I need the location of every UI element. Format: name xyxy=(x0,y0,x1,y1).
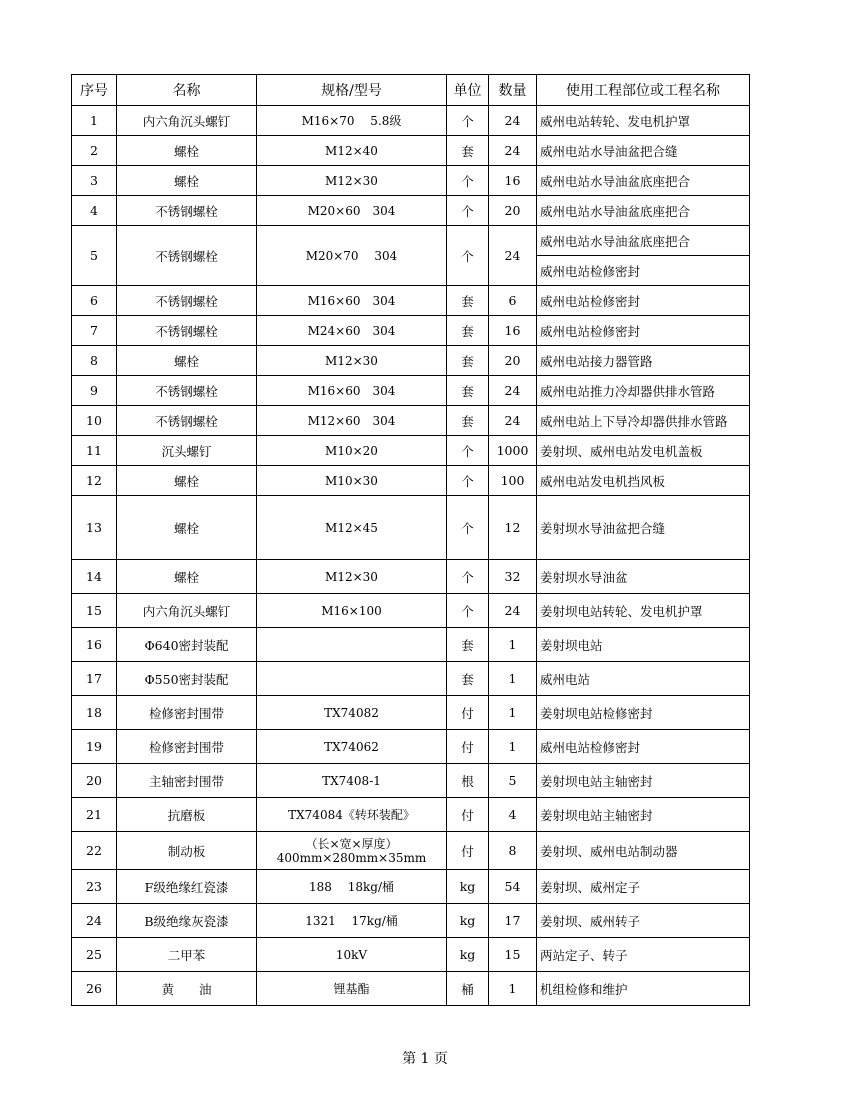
item-unit: 付 xyxy=(447,730,489,764)
item-usage: 威州电站水导油盆底座把合 xyxy=(537,166,750,196)
item-unit: 套 xyxy=(447,286,489,316)
item-name: 螺栓 xyxy=(117,496,257,560)
row-number: 10 xyxy=(72,406,117,436)
item-qty: 16 xyxy=(489,166,537,196)
item-usage: 机组检修和维护 xyxy=(537,972,750,1006)
item-qty: 54 xyxy=(489,870,537,904)
table-row xyxy=(72,496,750,560)
header-row xyxy=(72,75,750,106)
item-qty: 1 xyxy=(489,628,537,662)
item-qty: 1 xyxy=(489,662,537,696)
table-row xyxy=(72,832,750,870)
item-usage: 威州电站 xyxy=(537,662,750,696)
item-qty: 20 xyxy=(489,196,537,226)
item-name: 制动板 xyxy=(117,832,257,870)
row-number: 5 xyxy=(72,226,117,286)
item-qty: 24 xyxy=(489,406,537,436)
item-usage: 威州电站检修密封 xyxy=(537,286,750,316)
item-qty: 24 xyxy=(489,594,537,628)
item-spec: 1321 17kg/桶 xyxy=(257,904,447,938)
item-usage: 姜射坝、威州定子 xyxy=(537,870,750,904)
item-qty: 17 xyxy=(489,904,537,938)
item-spec: M16×100 xyxy=(257,594,447,628)
item-qty: 1 xyxy=(489,972,537,1006)
item-spec: M16×70 5.8级 xyxy=(257,106,447,136)
item-name: 不锈钢螺栓 xyxy=(117,196,257,226)
table-row xyxy=(72,560,750,594)
item-qty: 16 xyxy=(489,316,537,346)
item-spec: M20×60 304 xyxy=(257,196,447,226)
table-row xyxy=(72,764,750,798)
item-usage: 姜射坝电站转轮、发电机护罩 xyxy=(537,594,750,628)
item-unit: kg xyxy=(447,904,489,938)
item-qty: 5 xyxy=(489,764,537,798)
table-row xyxy=(72,376,750,406)
item-unit: 付 xyxy=(447,696,489,730)
row-number: 26 xyxy=(72,972,117,1006)
item-spec: TX74084《转环装配》 xyxy=(257,798,447,832)
header-uses: 使用工程部位或工程名称 xyxy=(537,75,750,106)
table-row xyxy=(72,346,750,376)
table-row xyxy=(72,106,750,136)
item-qty: 24 xyxy=(489,226,537,286)
row-number: 11 xyxy=(72,436,117,466)
header-spec: 规格/型号 xyxy=(257,75,447,106)
item-qty: 32 xyxy=(489,560,537,594)
row-number: 4 xyxy=(72,196,117,226)
item-usage: 姜射坝、威州转子 xyxy=(537,904,750,938)
table-row xyxy=(72,730,750,764)
row-number: 7 xyxy=(72,316,117,346)
item-name: 螺栓 xyxy=(117,166,257,196)
table-row xyxy=(72,798,750,832)
item-spec: 10kV xyxy=(257,938,447,972)
item-qty: 24 xyxy=(489,136,537,166)
item-usage: 威州电站接力器管路 xyxy=(537,346,750,376)
item-unit: 个 xyxy=(447,560,489,594)
item-usage: 姜射坝水导油盆 xyxy=(537,560,750,594)
row-number: 24 xyxy=(72,904,117,938)
row-number: 6 xyxy=(72,286,117,316)
item-qty: 24 xyxy=(489,106,537,136)
item-unit: 个 xyxy=(447,496,489,560)
item-usage: 姜射坝水导油盆把合缝 xyxy=(537,496,750,560)
header-qty: 数量 xyxy=(489,75,537,106)
item-name: 检修密封围带 xyxy=(117,730,257,764)
item-usage: 威州电站发电机挡风板 xyxy=(537,466,750,496)
table-row xyxy=(72,286,750,316)
item-name: 检修密封围带 xyxy=(117,696,257,730)
table-row xyxy=(72,904,750,938)
item-name: 不锈钢螺栓 xyxy=(117,226,257,286)
item-spec: M16×60 304 xyxy=(257,376,447,406)
item-qty: 1000 xyxy=(489,436,537,466)
item-unit: 桶 xyxy=(447,972,489,1006)
item-spec: M16×60 304 xyxy=(257,286,447,316)
item-unit: 个 xyxy=(447,106,489,136)
table-row xyxy=(72,594,750,628)
item-usage: 威州电站检修密封 xyxy=(537,316,750,346)
item-usage: 姜射坝、威州电站制动器 xyxy=(537,832,750,870)
item-name: 不锈钢螺栓 xyxy=(117,376,257,406)
item-qty: 1 xyxy=(489,730,537,764)
row-number: 1 xyxy=(72,106,117,136)
item-name: 抗磨板 xyxy=(117,798,257,832)
row-number: 20 xyxy=(72,764,117,798)
item-name: 螺栓 xyxy=(117,560,257,594)
item-spec xyxy=(257,662,447,696)
item-qty: 15 xyxy=(489,938,537,972)
item-qty: 24 xyxy=(489,376,537,406)
table-row xyxy=(72,870,750,904)
item-usage: 姜射坝电站主轴密封 xyxy=(537,798,750,832)
item-name: B级绝缘灰瓷漆 xyxy=(117,904,257,938)
item-unit: 个 xyxy=(447,436,489,466)
item-spec: M10×30 xyxy=(257,466,447,496)
item-unit: kg xyxy=(447,938,489,972)
item-spec: M10×20 xyxy=(257,436,447,466)
item-usage: 威州电站推力冷却器供排水管路 xyxy=(537,376,750,406)
item-spec: TX74082 xyxy=(257,696,447,730)
row-number: 21 xyxy=(72,798,117,832)
item-qty: 100 xyxy=(489,466,537,496)
row-number: 15 xyxy=(72,594,117,628)
item-usage: 威州电站上下导冷却器供排水管路 xyxy=(537,406,750,436)
item-spec: M12×60 304 xyxy=(257,406,447,436)
table-row xyxy=(72,136,750,166)
table-row xyxy=(72,196,750,226)
item-spec: M24×60 304 xyxy=(257,316,447,346)
table-row xyxy=(72,166,750,196)
item-usage: 姜射坝电站 xyxy=(537,628,750,662)
item-unit: 个 xyxy=(447,166,489,196)
table-row xyxy=(72,662,750,696)
materials-table xyxy=(71,74,750,1006)
item-unit: kg xyxy=(447,870,489,904)
item-name: 黄 油 xyxy=(117,972,257,1006)
item-unit: 根 xyxy=(447,764,489,798)
item-name: 内六角沉头螺钉 xyxy=(117,594,257,628)
item-unit: 个 xyxy=(447,594,489,628)
item-unit: 个 xyxy=(447,196,489,226)
item-spec xyxy=(257,628,447,662)
table-row xyxy=(72,938,750,972)
row-number: 2 xyxy=(72,136,117,166)
row-number: 23 xyxy=(72,870,117,904)
item-name: 沉头螺钉 xyxy=(117,436,257,466)
item-spec: M12×30 xyxy=(257,560,447,594)
item-usage: 威州电站水导油盆底座把合 xyxy=(537,196,750,226)
row-number: 3 xyxy=(72,166,117,196)
item-qty: 1 xyxy=(489,696,537,730)
row-number: 19 xyxy=(72,730,117,764)
item-name: 不锈钢螺栓 xyxy=(117,286,257,316)
table-row xyxy=(72,436,750,466)
item-spec: 锂基酯 xyxy=(257,972,447,1006)
item-spec: （长×宽×厚度） 400mm×280mm×35mm xyxy=(257,832,447,870)
item-spec: TX7408-1 xyxy=(257,764,447,798)
item-qty: 6 xyxy=(489,286,537,316)
row-number: 8 xyxy=(72,346,117,376)
table-row xyxy=(72,466,750,496)
item-qty: 12 xyxy=(489,496,537,560)
table-row xyxy=(72,972,750,1006)
item-unit: 套 xyxy=(447,662,489,696)
header-name: 名称 xyxy=(117,75,257,106)
item-spec: M12×45 xyxy=(257,496,447,560)
item-unit: 个 xyxy=(447,466,489,496)
item-spec: M12×40 xyxy=(257,136,447,166)
item-usage: 姜射坝电站主轴密封 xyxy=(537,764,750,798)
row-number: 14 xyxy=(72,560,117,594)
item-usage: 威州电站水导油盆把合缝 xyxy=(537,136,750,166)
item-unit: 个 xyxy=(447,226,489,286)
item-usage: 威州电站转轮、发电机护罩 xyxy=(537,106,750,136)
row-number: 25 xyxy=(72,938,117,972)
item-name: F级绝缘红瓷漆 xyxy=(117,870,257,904)
item-name: 螺栓 xyxy=(117,136,257,166)
item-spec: M12×30 xyxy=(257,346,447,376)
row-number: 17 xyxy=(72,662,117,696)
item-spec: TX74062 xyxy=(257,730,447,764)
item-name: 二甲苯 xyxy=(117,938,257,972)
item-unit: 套 xyxy=(447,316,489,346)
item-qty: 8 xyxy=(489,832,537,870)
table-row xyxy=(72,406,750,436)
item-name: 螺栓 xyxy=(117,466,257,496)
table-row xyxy=(72,696,750,730)
table-row xyxy=(72,316,750,346)
item-unit: 套 xyxy=(447,346,489,376)
item-qty: 4 xyxy=(489,798,537,832)
page-number: 第 1 页 xyxy=(402,1051,448,1067)
item-name: 内六角沉头螺钉 xyxy=(117,106,257,136)
item-unit: 套 xyxy=(447,376,489,406)
item-usage: 威州电站检修密封 xyxy=(537,256,750,286)
row-number: 13 xyxy=(72,496,117,560)
row-number: 9 xyxy=(72,376,117,406)
row-number: 22 xyxy=(72,832,117,870)
item-usage: 威州电站水导油盆底座把合 xyxy=(537,226,750,256)
table-body xyxy=(72,106,750,1006)
item-name: 不锈钢螺栓 xyxy=(117,406,257,436)
table-row xyxy=(72,628,750,662)
item-name: Φ640密封装配 xyxy=(117,628,257,662)
item-usage: 姜射坝、威州电站发电机盖板 xyxy=(537,436,750,466)
item-usage: 两站定子、转子 xyxy=(537,938,750,972)
row-number: 16 xyxy=(72,628,117,662)
item-unit: 套 xyxy=(447,406,489,436)
table-row xyxy=(72,226,750,256)
item-usage: 威州电站检修密封 xyxy=(537,730,750,764)
item-spec: 188 18kg/桶 xyxy=(257,870,447,904)
item-spec: M20×70 304 xyxy=(257,226,447,286)
item-unit: 付 xyxy=(447,832,489,870)
item-usage: 姜射坝电站检修密封 xyxy=(537,696,750,730)
row-number: 12 xyxy=(72,466,117,496)
item-unit: 套 xyxy=(447,628,489,662)
item-unit: 付 xyxy=(447,798,489,832)
item-qty: 20 xyxy=(489,346,537,376)
item-unit: 套 xyxy=(447,136,489,166)
item-name: 螺栓 xyxy=(117,346,257,376)
item-name: Φ550密封装配 xyxy=(117,662,257,696)
header-unit: 单位 xyxy=(447,75,489,106)
item-spec: M12×30 xyxy=(257,166,447,196)
header-no: 序号 xyxy=(72,75,117,106)
row-number: 18 xyxy=(72,696,117,730)
item-name: 主轴密封围带 xyxy=(117,764,257,798)
item-name: 不锈钢螺栓 xyxy=(117,316,257,346)
